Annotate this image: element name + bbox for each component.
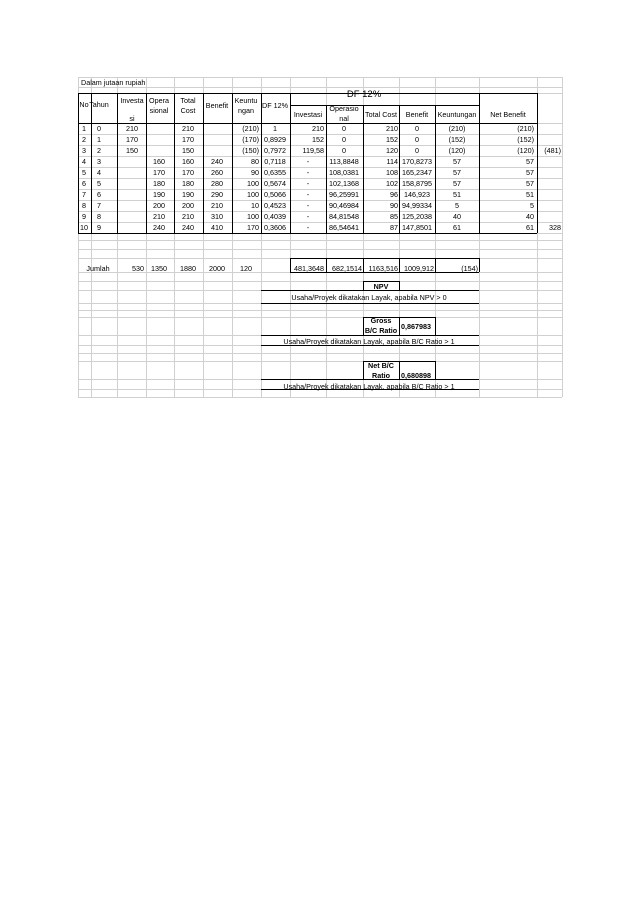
header-disc-total-cost: Total Cost xyxy=(365,110,397,119)
cell-dkeu: 57 xyxy=(453,179,461,188)
border-line xyxy=(203,93,204,233)
cell-ops: 240 xyxy=(153,223,165,232)
cell-dtc: 120 xyxy=(386,146,398,155)
cell-df: 0,5066 xyxy=(264,190,286,199)
cell-ben: 280 xyxy=(211,179,223,188)
gross-bc-label-2: B/C Ratio xyxy=(364,326,398,335)
cell-dben: 0 xyxy=(415,124,419,133)
grid-row-line xyxy=(78,353,562,354)
cell-no: 2 xyxy=(82,135,86,144)
grid-row-line xyxy=(78,167,562,168)
border-line xyxy=(261,290,479,291)
total-benefit: 2000 xyxy=(209,264,225,273)
cell-ops: 160 xyxy=(153,157,165,166)
header-tahun: Tahun xyxy=(89,100,109,109)
border-line xyxy=(435,361,436,379)
cell-dops: 86,54641 xyxy=(329,223,359,232)
total-disc-operasional: 682,1514 xyxy=(332,264,362,273)
cell-df: 0,4039 xyxy=(264,212,286,221)
cell-df: 0,5674 xyxy=(264,179,286,188)
cell-dtc: 96 xyxy=(390,190,398,199)
cell-df: 0,4523 xyxy=(264,201,286,210)
cell-tahun: 9 xyxy=(97,223,101,232)
cell-keu: (170) xyxy=(242,135,259,144)
cell-dtc: 108 xyxy=(386,168,398,177)
border-line xyxy=(399,258,400,272)
border-line xyxy=(435,105,436,233)
grid-row-line xyxy=(78,156,562,157)
cell-inv: 170 xyxy=(126,135,138,144)
cell-keu: 80 xyxy=(251,157,259,166)
cell-dben: 0 xyxy=(415,146,419,155)
net-bc-label-2: Ratio xyxy=(372,371,390,380)
cell-ben: 290 xyxy=(211,190,223,199)
cell-no: 7 xyxy=(82,190,86,199)
cell-tahun: 4 xyxy=(97,168,101,177)
cell-no: 1 xyxy=(82,124,86,133)
cell-tc: 150 xyxy=(182,146,194,155)
grid-row-line xyxy=(78,361,562,362)
header-disc-investasi: Investasi xyxy=(293,110,323,119)
cell-ops: 190 xyxy=(153,190,165,199)
cell-keu: 90 xyxy=(251,168,259,177)
border-line xyxy=(290,258,479,259)
grid-row-line xyxy=(78,200,562,201)
cell-dben: 147,8501 xyxy=(402,223,432,232)
cell-ops: 200 xyxy=(153,201,165,210)
border-line xyxy=(479,93,480,233)
cell-ben: 240 xyxy=(211,157,223,166)
cell-dkeu: 57 xyxy=(453,157,461,166)
gross-bc-label-1: Gross xyxy=(370,316,392,325)
cell-dkeu: (120) xyxy=(448,146,466,155)
grid-row-line xyxy=(78,310,562,311)
cell-tc: 240 xyxy=(182,223,194,232)
cell-keu: 100 xyxy=(247,190,259,199)
grid-row-line xyxy=(78,178,562,179)
border-line xyxy=(232,93,233,233)
cell-dops: 0 xyxy=(342,146,346,155)
cell-no: 4 xyxy=(82,157,86,166)
border-line xyxy=(363,105,364,233)
header-net-benefit: Net Benefit xyxy=(490,110,526,119)
net-bc-value: 0,680898 xyxy=(401,371,431,380)
cell-extra: (481) xyxy=(544,146,561,155)
caption: Dalam jutaan rupiah xyxy=(81,78,146,87)
grid-col-line xyxy=(562,77,563,397)
cell-dben: 170,8273 xyxy=(402,157,432,166)
cell-dkeu: (152) xyxy=(448,135,466,144)
header-operasional-1: Opera xyxy=(149,96,169,105)
cell-tc: 170 xyxy=(182,168,194,177)
cell-net: 57 xyxy=(526,157,534,166)
cell-no: 6 xyxy=(82,179,86,188)
border-line xyxy=(435,317,436,335)
cell-net: 5 xyxy=(530,201,534,210)
header-no: No xyxy=(79,100,89,109)
cell-dops: 84,81548 xyxy=(329,212,359,221)
cell-dkeu: 5 xyxy=(455,201,459,210)
cell-ops: 210 xyxy=(153,212,165,221)
border-line xyxy=(91,93,92,233)
border-line xyxy=(78,233,537,234)
total-disc-keuntungan: (154) xyxy=(461,264,478,273)
header-disc-keuntungan: Keuntungan xyxy=(437,110,477,119)
grid-row-line xyxy=(78,281,562,282)
cell-ben: 310 xyxy=(211,212,223,221)
total-disc-cost: 1163,516 xyxy=(368,264,398,273)
border-line xyxy=(326,105,327,233)
cell-extra: 328 xyxy=(549,223,561,232)
cell-dops: 96,25991 xyxy=(329,190,359,199)
cell-net: (210) xyxy=(517,124,534,133)
cell-keu: 100 xyxy=(247,212,259,221)
grid-row-line xyxy=(78,249,562,250)
total-disc-benefit: 1009,912 xyxy=(404,264,434,273)
cell-dinv: - xyxy=(306,168,310,177)
total-disc-investasi: 481,3648 xyxy=(294,264,324,273)
cell-df: 0,6355 xyxy=(264,168,286,177)
grid-row-line xyxy=(78,87,562,88)
grid-row-line xyxy=(78,222,562,223)
cell-dinv: 119,58 xyxy=(302,146,324,155)
cell-df: 0,7118 xyxy=(264,157,286,166)
border-line xyxy=(435,258,436,272)
cell-dtc: 87 xyxy=(390,223,398,232)
cell-tahun: 8 xyxy=(97,212,101,221)
cell-dben: 125,2038 xyxy=(402,212,432,221)
cell-tc: 200 xyxy=(182,201,194,210)
cell-df: 0,7972 xyxy=(264,146,286,155)
net-bc-note: Usaha/Proyek dikatakan Layak, apabila B/C Ratio > 1 xyxy=(283,382,455,391)
cell-dkeu: 57 xyxy=(453,168,461,177)
gross-bc-value: 0,867983 xyxy=(401,322,431,331)
cell-net: (120) xyxy=(517,146,534,155)
border-line xyxy=(261,303,479,304)
cell-dben: 158,8795 xyxy=(402,179,432,188)
grid-row-line xyxy=(78,189,562,190)
cell-dinv: 152 xyxy=(312,135,324,144)
border-line xyxy=(399,361,400,379)
header-investasi-1: Investa xyxy=(120,96,144,105)
cell-no: 3 xyxy=(82,146,86,155)
grid-row-line xyxy=(78,397,562,398)
cell-tahun: 3 xyxy=(97,157,101,166)
header-total-cost-2: Cost xyxy=(180,106,196,115)
header-benefit: Benefit xyxy=(205,101,229,110)
cell-dkeu: 40 xyxy=(453,212,461,221)
cell-tahun: 1 xyxy=(97,135,101,144)
cell-dben: 146,923 xyxy=(404,190,430,199)
cell-dtc: 152 xyxy=(386,135,398,144)
header-keuntungan-1: Keuntu xyxy=(234,96,258,105)
cell-net: 57 xyxy=(526,179,534,188)
border-line xyxy=(290,105,479,106)
border-line xyxy=(146,93,147,233)
cell-tc: 180 xyxy=(182,179,194,188)
cell-dops: 113,8848 xyxy=(329,157,359,166)
cell-keu: (150) xyxy=(242,146,259,155)
cell-net: 57 xyxy=(526,168,534,177)
border-line xyxy=(290,93,291,233)
header-disc-operasional-1: Operasio xyxy=(329,104,359,113)
cell-keu: 100 xyxy=(247,179,259,188)
cell-tc: 210 xyxy=(182,212,194,221)
cell-dops: 90,46984 xyxy=(329,201,359,210)
cell-dinv: 210 xyxy=(312,124,324,133)
header-keuntungan-2: ngan xyxy=(238,106,254,115)
cell-dops: 108,0381 xyxy=(329,168,359,177)
grid-row-line xyxy=(78,77,562,78)
header-total-cost-1: Total xyxy=(180,96,196,105)
border-line xyxy=(174,93,175,233)
cell-no: 9 xyxy=(82,212,86,221)
cell-dben: 0 xyxy=(415,135,419,144)
spreadsheet xyxy=(78,77,562,397)
cell-df: 0,3606 xyxy=(264,223,286,232)
cell-ops: 170 xyxy=(153,168,165,177)
header-disc-benefit: Benefit xyxy=(405,110,429,119)
total-keuntungan: 120 xyxy=(240,264,252,273)
grid-row-line xyxy=(78,240,562,241)
cell-dinv: - xyxy=(306,190,310,199)
cell-ben: 260 xyxy=(211,168,223,177)
cell-dinv: - xyxy=(306,223,310,232)
border-line xyxy=(363,258,364,272)
cell-net: 51 xyxy=(526,190,534,199)
cell-dkeu: 61 xyxy=(453,223,461,232)
total-investasi: 530 xyxy=(132,264,144,273)
cell-dben: 165,2347 xyxy=(402,168,432,177)
cell-dinv: - xyxy=(306,157,310,166)
cell-dinv: - xyxy=(306,212,310,221)
border-line xyxy=(363,361,364,379)
cell-dinv: - xyxy=(306,179,310,188)
cell-keu: (210) xyxy=(242,124,259,133)
total-operasional: 1350 xyxy=(151,264,167,273)
cell-keu: 170 xyxy=(247,223,259,232)
cell-no: 10 xyxy=(80,223,88,232)
cell-tc: 170 xyxy=(182,135,194,144)
cell-tahun: 5 xyxy=(97,179,101,188)
cell-tc: 160 xyxy=(182,157,194,166)
border-line xyxy=(399,105,400,233)
border-line xyxy=(479,258,480,272)
cell-dtc: 90 xyxy=(390,201,398,210)
border-line xyxy=(399,317,400,335)
cell-dtc: 102 xyxy=(386,179,398,188)
border-line xyxy=(117,93,118,233)
header-df-group: DF 12% xyxy=(346,89,382,100)
npv-note: Usaha/Proyek dikatakan Layak, apabila NPV > 0 xyxy=(291,293,447,302)
cell-dinv: - xyxy=(306,201,310,210)
cell-df: 1 xyxy=(273,124,277,133)
border-line xyxy=(78,93,79,233)
cell-df: 0,8929 xyxy=(264,135,286,144)
cell-tahun: 2 xyxy=(97,146,101,155)
cell-tc: 210 xyxy=(182,124,194,133)
cell-inv: 150 xyxy=(126,146,138,155)
cell-dkeu: 51 xyxy=(453,190,461,199)
cell-ben: 410 xyxy=(211,223,223,232)
total-cost: 1880 xyxy=(180,264,196,273)
border-line xyxy=(326,258,327,272)
cell-dops: 0 xyxy=(342,135,346,144)
cell-net: 40 xyxy=(526,212,534,221)
header-df: DF 12% xyxy=(262,101,288,110)
cell-dben: 94,99334 xyxy=(402,201,432,210)
border-line xyxy=(261,379,479,380)
border-line xyxy=(290,258,291,272)
cell-ben: 210 xyxy=(211,201,223,210)
cell-tahun: 0 xyxy=(97,124,101,133)
cell-dtc: 114 xyxy=(386,157,398,166)
cell-inv: 210 xyxy=(126,124,138,133)
cell-keu: 10 xyxy=(251,201,259,210)
gross-bc-note: Usaha/Proyek dikatakan Layak, apabila B/C Ratio > 1 xyxy=(283,337,455,346)
cell-tahun: 6 xyxy=(97,190,101,199)
header-operasional-2: sional xyxy=(149,106,169,115)
cell-dops: 102,1368 xyxy=(329,179,359,188)
cell-tahun: 7 xyxy=(97,201,101,210)
cell-no: 5 xyxy=(82,168,86,177)
cell-dops: 0 xyxy=(342,124,346,133)
cell-ops: 180 xyxy=(153,179,165,188)
grid-row-line xyxy=(78,317,562,318)
cell-dtc: 210 xyxy=(386,124,398,133)
net-bc-label-1: Net B/C xyxy=(368,361,394,370)
header-investasi-2: si xyxy=(129,114,135,123)
cell-net: (152) xyxy=(517,135,534,144)
cell-tc: 190 xyxy=(182,190,194,199)
border-line xyxy=(261,335,479,336)
header-disc-operasional-2: nal xyxy=(339,114,349,123)
grid-row-line xyxy=(78,211,562,212)
cell-net: 61 xyxy=(526,223,534,232)
total-label: Jumlah xyxy=(86,264,110,273)
cell-dkeu: (210) xyxy=(448,124,466,133)
cell-dtc: 85 xyxy=(390,212,398,221)
border-line xyxy=(399,281,400,290)
cell-no: 8 xyxy=(82,201,86,210)
npv-label: NPV xyxy=(373,282,389,291)
border-line xyxy=(363,281,364,290)
border-line xyxy=(537,93,538,233)
border-line xyxy=(261,93,262,233)
